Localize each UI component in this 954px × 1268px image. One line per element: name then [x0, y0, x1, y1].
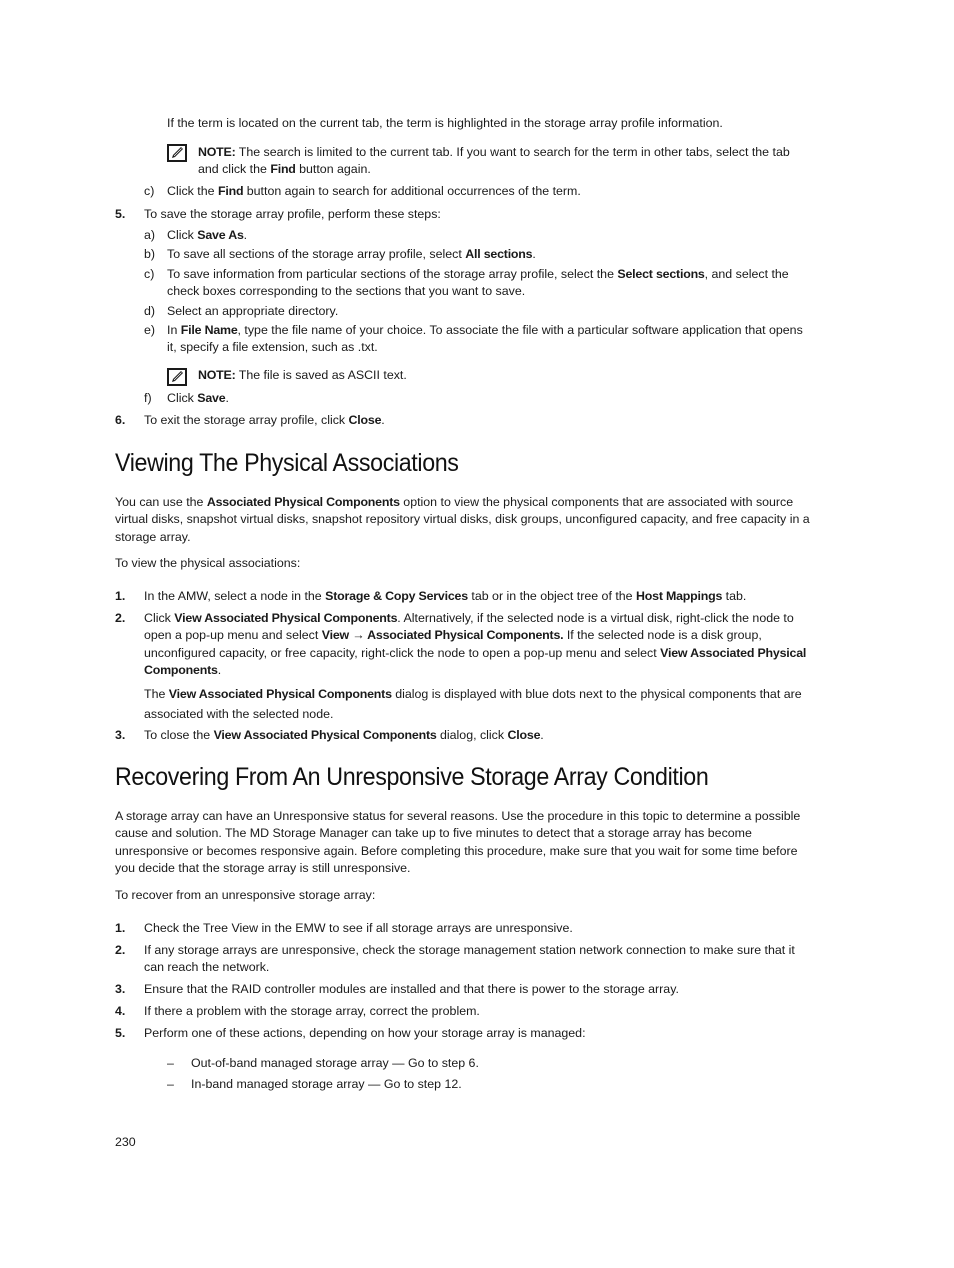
note-pencil-icon — [167, 144, 187, 162]
text-part: . — [540, 728, 544, 742]
ui-term: Save As — [197, 228, 244, 242]
step-5-text: To save the storage array profile, perform these steps: — [144, 207, 441, 221]
text-part: tab. — [722, 589, 747, 603]
substep-d-text: Select an appropriate directory. — [167, 304, 339, 318]
text-part: The — [144, 687, 169, 701]
ui-term: Associated Physical Components — [206, 495, 400, 509]
note-label: NOTE: — [198, 368, 236, 382]
ui-term: Host Mappings — [636, 589, 723, 603]
substep-marker: c) — [144, 184, 155, 198]
text-part: In the AMW, select a node in the — [144, 589, 326, 603]
note-text-part: button again. — [295, 162, 371, 177]
substep-f-text — [167, 390, 812, 407]
bullet-dash: – — [167, 1056, 174, 1070]
ui-term: All sections — [465, 247, 533, 261]
substep-marker: a) — [144, 228, 156, 242]
text-part: You can use the — [115, 495, 207, 509]
section2-lead-in: To recover from an unresponsive storage array: — [115, 888, 376, 902]
substep-e-text — [167, 322, 812, 357]
ui-term: Close — [348, 413, 382, 427]
text-part: To save information from particular sections of the storage array profile, select the — [167, 267, 618, 281]
substep-marker: f) — [144, 391, 152, 405]
text-part: option to view the physical components that are associated with source virtual disks, snapshot virtual disks, snapshot repository virtual disks, disk groups, unconfigured capacity, and free capacity in a storage array. — [115, 495, 810, 544]
note-text-part: The file is saved as ASCII text. — [235, 368, 407, 382]
substep-b-text — [167, 246, 812, 263]
section2-paragraph: A storage array can have an Unresponsive status for several reasons. Use the procedure in this topic to determine a possible cause and solution. The MD Storage Manager can take up to five minutes to detect that a storage array has become unresponsive or becomes responsive again. Before completing this procedure, make sure that you wait for some time before you decide that the storage array is still unresponsive. — [115, 809, 801, 876]
step-6-text — [144, 412, 812, 429]
text-part: . — [532, 247, 536, 261]
text-part: . — [381, 413, 385, 427]
bullet-out-of-band: Out-of-band managed storage array — Go to step 6. — [191, 1056, 479, 1070]
note-pencil-icon — [167, 368, 187, 386]
step-number: 5. — [115, 1026, 126, 1040]
text-part: , and select the check boxes corresponding to the sections that you want to save. — [167, 267, 789, 299]
text-part: If the selected node is a disk group, unconfigured capacity, or free capacity, right-click the node to open a pop-up menu and select — [144, 628, 762, 660]
ui-term: Close — [507, 728, 541, 742]
step-number: 2. — [115, 943, 126, 957]
section2-step-3: Ensure that the RAID controller modules are installed and that there is power to the storage array. — [144, 982, 679, 996]
text-part: To save all sections of the storage array profile, select — [167, 247, 466, 261]
section2-step-1: Check the Tree View in the EMW to see if all storage arrays are unresponsive. — [144, 921, 573, 935]
section1-lead-in: To view the physical associations: — [115, 556, 301, 570]
find-term: Find — [217, 184, 244, 198]
note-label: NOTE: — [198, 145, 236, 159]
note-ascii-text — [198, 367, 812, 384]
text-part: dialog is displayed with blue dots next to the physical components that are associated with the selected node. — [144, 687, 802, 721]
ui-term: Save — [197, 391, 226, 405]
text-part: , type the file name of your choice. To associate the file with a particular software application that opens it, specify a file extension, such as .txt. — [167, 323, 803, 355]
substep-marker: e) — [144, 323, 156, 337]
step-number: 3. — [115, 728, 126, 742]
page-number: 230 — [115, 1135, 136, 1149]
find-term: Find — [270, 162, 296, 177]
ui-term: View → Associated Physical Components. — [321, 628, 564, 643]
section2-step-4: If there a problem with the storage array, correct the problem. — [144, 1004, 480, 1018]
step-number: 1. — [115, 589, 126, 603]
text-part: button again to search for additional occurrences of the term. — [243, 184, 581, 198]
text-part: tab or in the object tree of the — [467, 589, 637, 603]
text-part: dialog, click — [436, 728, 508, 742]
text-part: . — [225, 391, 229, 405]
ui-term: View Associated Physical Components — [174, 611, 398, 625]
ui-term: File Name — [180, 323, 238, 337]
substep-marker: b) — [144, 247, 156, 261]
note-search-text — [198, 144, 812, 179]
text-part: . — [217, 663, 222, 678]
substep-c2-text — [167, 266, 812, 301]
step-number: 3. — [115, 982, 126, 996]
text-part: Click — [167, 391, 198, 405]
section1-step-1 — [144, 588, 812, 605]
ui-term: View Associated Physical Components — [213, 728, 437, 742]
step-number: 5. — [115, 207, 126, 221]
bullet-in-band: In-band managed storage array — Go to step 12. — [191, 1077, 462, 1091]
step-number: 6. — [115, 413, 126, 427]
section1-paragraph — [115, 494, 815, 546]
section1-step-2-result — [144, 684, 812, 724]
section-heading-unresponsive-array: Recovering From An Unresponsive Storage Array Condition — [115, 763, 709, 791]
substep-marker: c) — [144, 267, 155, 281]
text-part: Click the — [167, 184, 218, 198]
text-part: . Alternatively, if the selected node is a virtual disk, right-click the node to open a pop-up menu and select — [144, 611, 794, 643]
text-part: To exit the storage array profile, click — [144, 413, 349, 427]
ui-term: View Associated Physical Components — [168, 687, 392, 701]
intro-text: If the term is located on the current tab, the term is highlighted in the storage array profile information. — [167, 116, 723, 130]
text-part: . — [243, 228, 248, 242]
text-part: Click — [144, 611, 175, 625]
section-heading-physical-associations: Viewing The Physical Associations — [115, 449, 459, 477]
ui-term: Storage & Copy Services — [325, 589, 468, 603]
text-part: In — [167, 323, 181, 337]
section1-step-3 — [144, 727, 812, 744]
section2-step-5: Perform one of these actions, depending on how your storage array is managed: — [144, 1026, 586, 1040]
ui-term: View Associated Physical Components — [144, 645, 807, 678]
text-part: Click — [167, 228, 198, 242]
bullet-dash: – — [167, 1077, 174, 1091]
note-text-part: The search is limited to the current tab. If you want to search for the term in other tabs, select the tab and click the — [198, 145, 790, 177]
step-number: 1. — [115, 921, 126, 935]
step-number: 4. — [115, 1004, 126, 1018]
section1-step-2 — [144, 610, 812, 680]
step-number: 2. — [115, 611, 126, 625]
substep-c-text — [167, 183, 812, 200]
substep-a-text — [167, 227, 812, 244]
ui-term: Select sections — [617, 267, 705, 281]
substep-marker: d) — [144, 304, 156, 318]
section2-step-2: If any storage arrays are unresponsive, check the storage management station network connection to make sure that it can reach the network. — [144, 943, 795, 975]
text-part: To close the — [144, 728, 214, 742]
